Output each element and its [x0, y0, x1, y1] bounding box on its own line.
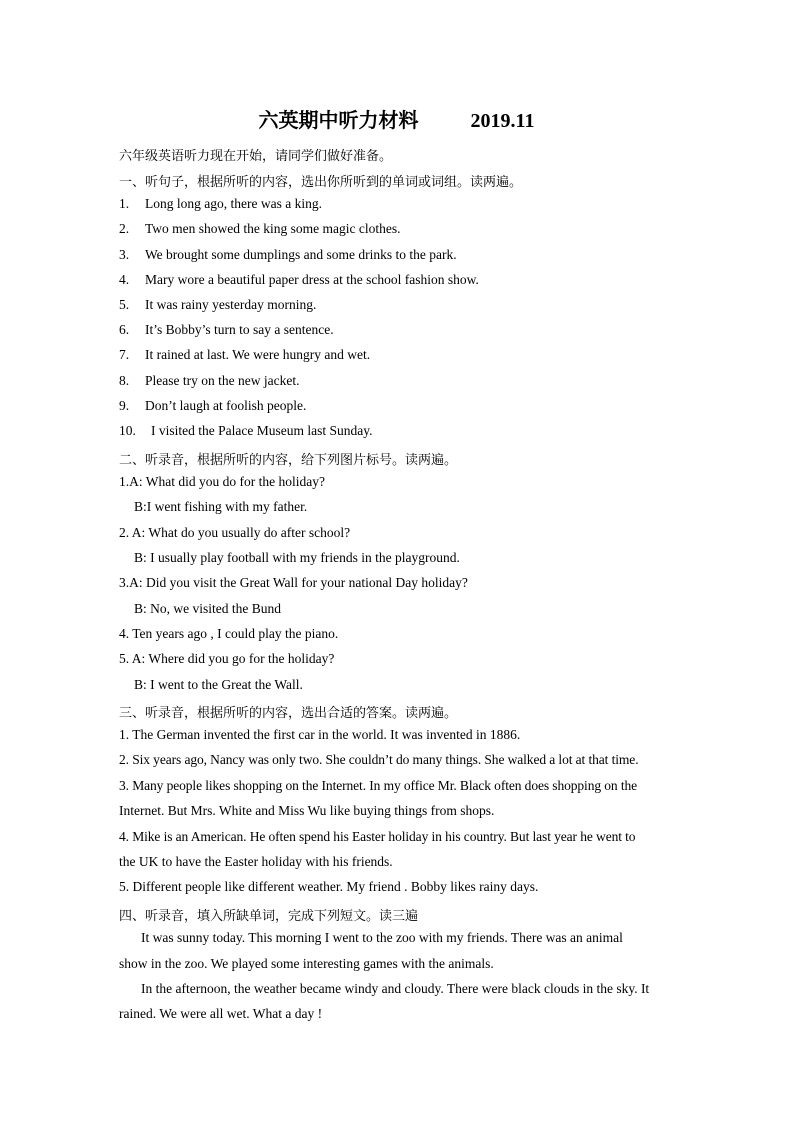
passage-line: 4. Mike is an American. He often spend his Easter holiday in his country. But last year he went to	[119, 829, 636, 844]
item-text: Don’t laugh at foolish people.	[145, 398, 307, 413]
item-text: It was rainy yesterday morning.	[145, 297, 317, 312]
passage-line: 3. Many people likes shopping on the Internet. In my office Mr. Black often does shopping on the	[119, 778, 638, 793]
section1-item	[119, 196, 322, 212]
item-number: 8.	[119, 373, 130, 388]
section1-item	[119, 423, 372, 439]
dialogue-line: B: No, we visited the Bund	[134, 601, 281, 616]
item-number: 2.	[119, 221, 130, 236]
passage-line: the UK to have the Easter holiday with his friends.	[119, 854, 393, 869]
section1-item	[119, 322, 334, 338]
dialogue-line: 1.A: What did you do for the holiday?	[119, 474, 325, 489]
item-text: Please try on the new jacket.	[145, 373, 300, 388]
section4-heading: 四、听录音，填入所缺单词，完成下列短文。读三遍	[119, 909, 419, 924]
item-number: 1.	[119, 196, 130, 211]
page-title	[0, 104, 793, 133]
dialogue-line: 5. A: Where did you go for the holiday?	[119, 651, 335, 666]
item-text: It’s Bobby’s turn to say a sentence.	[145, 322, 334, 337]
passage-line: show in the zoo. We played some interesting games with the animals.	[119, 956, 494, 971]
section3-heading: 三、听录音，根据所听的内容，选出合适的答案。读两遍。	[119, 706, 458, 721]
section2-heading: 二、听录音，根据所听的内容，给下列图片标号。读两遍。	[119, 453, 458, 468]
item-text: I visited the Palace Museum last Sunday.	[151, 423, 373, 438]
item-number: 4.	[119, 272, 130, 287]
title-date: 2019.11	[470, 110, 535, 132]
item-text: Two men showed the king some magic clothes.	[145, 221, 401, 236]
section1-item	[119, 373, 299, 389]
dialogue-line: 3.A: Did you visit the Great Wall for your national Day holiday?	[119, 575, 468, 590]
section1-item	[119, 347, 370, 363]
title-main: 六英期中听力材料	[258, 110, 419, 132]
passage-line: In the afternoon, the weather became windy and cloudy. There were black clouds in the sky. It	[141, 981, 650, 996]
section1-item	[119, 272, 479, 288]
passage-line: 5. Different people like different weather. My friend . Bobby likes rainy days.	[119, 879, 539, 894]
item-number: 10.	[119, 423, 136, 438]
dialogue-line: B:I went fishing with my father.	[134, 499, 308, 514]
section1-item	[119, 398, 306, 414]
section1-item	[119, 297, 316, 313]
item-number: 3.	[119, 247, 130, 262]
passage-line: 1. The German invented the first car in the world. It was invented in 1886.	[119, 727, 521, 742]
item-number: 6.	[119, 322, 130, 337]
item-number: 5.	[119, 297, 130, 312]
item-text: Long long ago, there was a king.	[145, 196, 322, 211]
item-text: We brought some dumplings and some drinks to the park.	[145, 247, 457, 262]
section1-item	[119, 247, 457, 263]
item-number: 7.	[119, 347, 130, 362]
dialogue-line: B: I went to the Great the Wall.	[134, 677, 303, 692]
passage-line: rained. We were all wet. What a day !	[119, 1006, 323, 1021]
dialogue-line: B: I usually play football with my friends in the playground.	[134, 550, 460, 565]
passage-line: It was sunny today. This morning I went to the zoo with my friends. There was an animal	[141, 930, 623, 945]
passage-line: 2. Six years ago, Nancy was only two. She couldn’t do many things. She walked a lot at that time.	[119, 752, 639, 767]
item-text: It rained at last. We were hungry and wet.	[145, 347, 371, 362]
intro-text: 六年级英语听力现在开始，请同学们做好准备。	[119, 149, 393, 164]
item-number: 9.	[119, 398, 130, 413]
section1-heading: 一、听句子，根据所听的内容，选出你所听到的单词或词组。读两遍。	[119, 175, 523, 190]
item-text: Mary wore a beautiful paper dress at the school fashion show.	[145, 272, 479, 287]
dialogue-line: 2. A: What do you usually do after school?	[119, 525, 351, 540]
section1-item	[119, 221, 401, 237]
passage-line: Internet. But Mrs. White and Miss Wu like buying things from shops.	[119, 803, 495, 818]
dialogue-line: 4. Ten years ago , I could play the piano.	[119, 626, 339, 641]
